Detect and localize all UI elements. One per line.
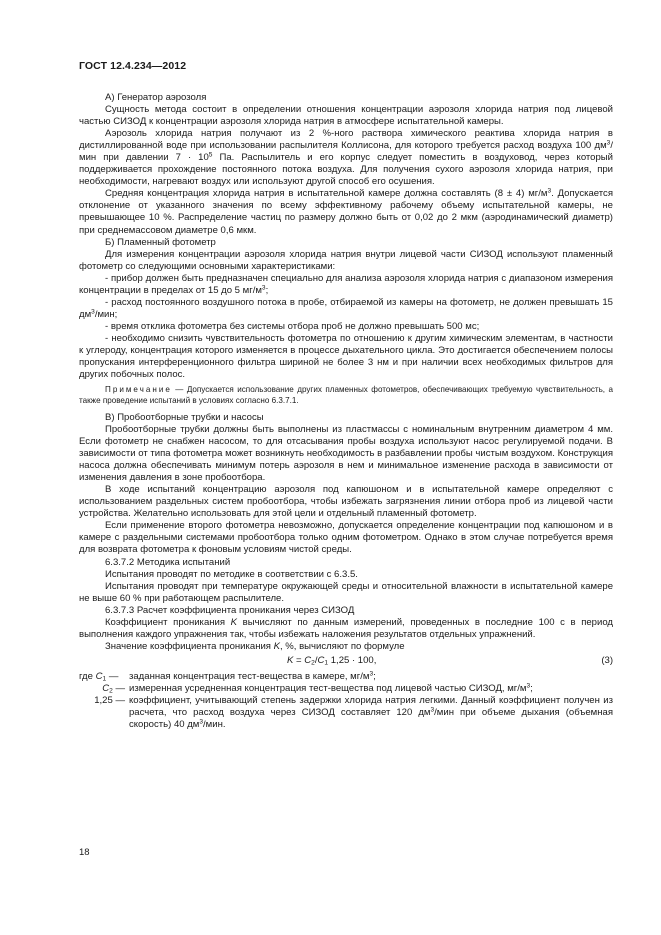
section-heading: 6.3.7.3 Расчет коэффициента проникания через СИЗОД (105, 604, 355, 616)
paragraph: Пробоотборные трубки должны быть выполнены из пластмассы с номинальным внутренним диаметром 4 мм. Если фотометр не снабжен насосом, то для отсасывания пробы воздуха используют насос регулируемой подачи. В зависимости от типа фотометра может возникнуть необходимость в разбавлении пробы чистым воздухом. Конструкция насоса должна обеспечивать минимум потерь аэрозоля в нем и минимальное изменение расхода в зависимости от изменения давления в зоне пробоотбора. (79, 423, 613, 484)
symbol-legend-row (79, 683, 613, 695)
symbol-name: 1,25 — (94, 694, 125, 706)
section-heading: Б) Пламенный фотометр (105, 236, 216, 248)
note-label: Примечание (105, 385, 172, 395)
symbol-legend (79, 671, 613, 731)
symbol-name: $C_2$ — (102, 682, 125, 695)
paragraph: Если применение второго фотометра невозможно, допускается определение концентрации под капюшоном и в камере с раздельными системами пробоотбора только одним фотометром. Однако в этом случае потребуется время для возврата фотометра к фоновым условиям чистой среды. (79, 520, 613, 556)
symbol-name: где $C_1$ — (79, 670, 119, 683)
paragraph: - прибор должен быть предназначен специально для анализа аэрозоля хлорида натрия с диапазоном измерения концентрации в пределах от 15 до 5 $мг/м^3$; (79, 272, 613, 296)
symbol-description: заданная концентрация тест-вещества в камере, $мг/м^3$; (129, 670, 376, 682)
symbol-legend-row (79, 695, 613, 731)
formula-number: (3) (601, 654, 613, 666)
paragraph: - время отклика фотометра без системы отбора проб не должно превышать 500 мс; (105, 320, 480, 332)
document-header: ГОСТ 12.4.234—2012 (79, 60, 187, 72)
symbol-description: коэффициент, учитывающий степень задержки хлорида натрия легкими. Данный коэффициент получен из расчета, что расход воздуха через СИЗОД составляет 120 $дм^3$/мин при объеме дыхания (объемная скорость) 40 $дм^3$/мин. (129, 694, 613, 731)
paragraph: Значение коэффициента проникания K, %, вычисляют по формуле (105, 640, 405, 652)
section-heading: В) Пробоотборные трубки и насосы (105, 411, 264, 423)
paragraph: - необходимо снизить чувствительность фотометра по отношению к другим химическим элементам, в частности к углероду, концентрация которого изменяется в процессе дыхательного цикла. Это достигается обеспечением полосы пропускания интерференционного фильтра шириной не более 3 нм и при наличии всех необходимых фильтров для других побочных полос. (79, 332, 613, 381)
paragraph: Сущность метода состоит в определении отношения концентрации аэрозоля хлорида натрия под лицевой частью СИЗОД к концентрации аэрозоля хлорида натрия в атмосфере испытательной камеры. (79, 104, 613, 128)
symbol-description: измеренная усредненная концентрация тест-вещества под лицевой частью СИЗОД, $мг/м^3$; (129, 682, 533, 694)
formula-expression: $K = C_2/C_1$ 1,25 · 100, (287, 654, 377, 667)
paragraph: Коэффициент проникания K вычисляют по данным измерений, проведенных в последние 100 с в период выполнения каждого упражнения так, чтобы избежать наложения результатов отдельных упражнений. (79, 616, 613, 640)
symbol-legend-row (79, 671, 613, 683)
paragraph: Для измерения концентрации аэрозоля хлорида натрия внутри лицевой части СИЗОД используют пламенный фотометр со следующими основными характеристиками: (79, 248, 613, 272)
paragraph: Аэрозоль хлорида натрия получают из 2 %-ного раствора химического реактива хлорида натрия в дистиллированной воде при использовании распылителя Коллисона, для которого требуется расход воздуха 100 $дм^3$/мин при давлении $7 \cdot 10^5$ Па. Распылитель и его корпус следует поместить в воздуховод, через который поддерживается прохождение постоянного потока воздуха. Для получения сухого аэрозоля хлорида натрия, при необходимости, нагревают воздух или используют другой способ его осушения. (79, 128, 613, 188)
note: Примечание — Допускается использование других пламенных фотометров, обеспечивающих требуемую чувствительность, а также проведение испытаний в условиях согласно 6.3.7.1. (79, 385, 613, 405)
paragraph: Испытания проводят при температуре окружающей среды и относительной влажности в испытательной камере не выше 60 % при работающем распылителе. (79, 580, 613, 604)
paragraph: - расход постоянного воздушного потока в пробе, отбираемой из камеры на фотометр, не должен превышать 15 $дм^3$/мин; (79, 296, 613, 320)
formula (79, 655, 613, 668)
page-number: 18 (79, 847, 90, 858)
paragraph: Средняя концентрация хлорида натрия в испытательной камере должна составлять (8 ± 4) $мг/м^3$. Допускается отклонение от указанного значения по всему эффективному рабочему объему испытательной камеры, не превышающее 10 %. Распределение частиц по размеру должно быть от 0,02 до 2 мкм (аэродинамический диаметр) при среднемассовом диаметре 0,6 мкм. (79, 187, 613, 236)
paragraph: Испытания проводят по методике в соответствии с 6.3.5. (105, 568, 358, 580)
section-heading: 6.3.7.2 Методика испытаний (105, 556, 231, 568)
document-body (79, 92, 613, 731)
section-heading: А) Генератор аэрозоля (105, 92, 207, 103)
paragraph: В ходе испытаний концентрацию аэрозоля под капюшоном и в испытательной камере определяют с использованием раздельных систем пробоотбора, чтобы избежать загрязнения линии отбора проб из лицевой части устройства. Желательно использовать для этой цели и отдельный пламенный фотометр. (79, 484, 613, 520)
